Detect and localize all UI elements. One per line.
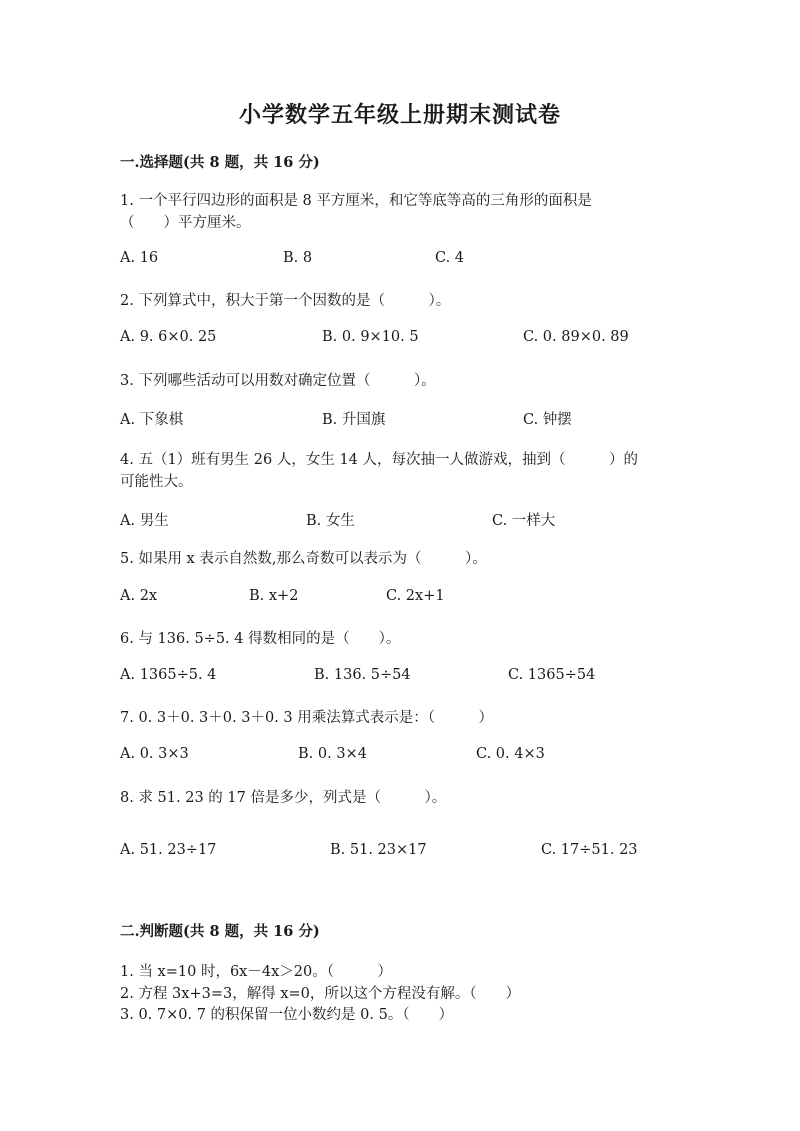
question-8-line-1: 8. 求 51. 23 的 17 倍是多少，列式是（ ）。 <box>120 790 447 806</box>
question-5-line-1: 5. 如果用 x 表示自然数,那么奇数可以表示为（ ）。 <box>120 551 487 567</box>
page-title: 小学数学五年级上册期末测试卷 <box>238 102 561 128</box>
question-2-line-1: 2. 下列算式中，积大于第一个因数的是（ ）。 <box>120 293 451 309</box>
question-1-line-1: 1. 一个平行四边形的面积是 8 平方厘米，和它等底等高的三角形的面积是 <box>120 193 592 209</box>
question-6-option-c: C. 1365÷54 <box>508 667 596 683</box>
section-heading-judgment: 二.判断题(共 8 题，共 16 分) <box>120 923 320 940</box>
question-1-option-c: C. 4 <box>435 250 465 266</box>
question-1-line-2: （ ）平方厘米。 <box>120 215 251 231</box>
judgment-item-1: 1. 当 x=10 时，6x－4x＞20。（ ） <box>120 964 392 980</box>
section-heading-choice: 一.选择题(共 8 题，共 16 分) <box>120 154 320 171</box>
question-3-option-a: A. 下象棋 <box>120 412 184 428</box>
question-6-line-1: 6. 与 136. 5÷5. 4 得数相同的是（ ）。 <box>120 631 401 647</box>
question-4-option-a: A. 男生 <box>120 513 169 529</box>
question-6-option-b: B. 136. 5÷54 <box>314 667 411 683</box>
question-1-option-b: B. 8 <box>283 250 313 266</box>
question-1-option-a: A. 16 <box>120 250 159 266</box>
question-6-option-a: A. 1365÷5. 4 <box>120 667 217 683</box>
question-3-option-c: C. 钟摆 <box>523 412 572 428</box>
question-5-option-c: C. 2x+1 <box>386 588 445 604</box>
question-7-option-c: C. 0. 4×3 <box>476 746 545 762</box>
question-4-option-c: C. 一样大 <box>492 513 556 529</box>
question-7-option-b: B. 0. 3×4 <box>298 746 367 762</box>
question-3-line-1: 3. 下列哪些活动可以用数对确定位置（ ）。 <box>120 373 436 389</box>
question-7-option-a: A. 0. 3×3 <box>120 746 189 762</box>
question-5-option-b: B. x+2 <box>249 588 299 604</box>
question-8-option-b: B. 51. 23×17 <box>330 842 427 858</box>
question-4-option-b: B. 女生 <box>306 513 355 529</box>
question-2-option-c: C. 0. 89×0. 89 <box>523 329 629 345</box>
question-2-option-a: A. 9. 6×0. 25 <box>120 329 217 345</box>
judgment-item-2: 2. 方程 3x+3=3，解得 x=0，所以这个方程没有解。（ ） <box>120 986 521 1002</box>
judgment-item-3: 3. 0. 7×0. 7 的积保留一位小数约是 0. 5。（ ） <box>120 1007 454 1023</box>
question-7-line-1: 7. 0. 3＋0. 3＋0. 3＋0. 3 用乘法算式表示是：（ ） <box>120 710 493 726</box>
question-4-line-1: 4. 五（1）班有男生 26 人，女生 14 人，每次抽一人做游戏，抽到（ ）的 <box>120 452 639 468</box>
question-2-option-b: B. 0. 9×10. 5 <box>322 329 419 345</box>
question-5-option-a: A. 2x <box>120 588 158 604</box>
question-8-option-c: C. 17÷51. 23 <box>541 842 638 858</box>
question-3-option-b: B. 升国旗 <box>322 412 386 428</box>
question-8-option-a: A. 51. 23÷17 <box>120 842 217 858</box>
question-4-line-2: 可能性大。 <box>120 474 193 490</box>
